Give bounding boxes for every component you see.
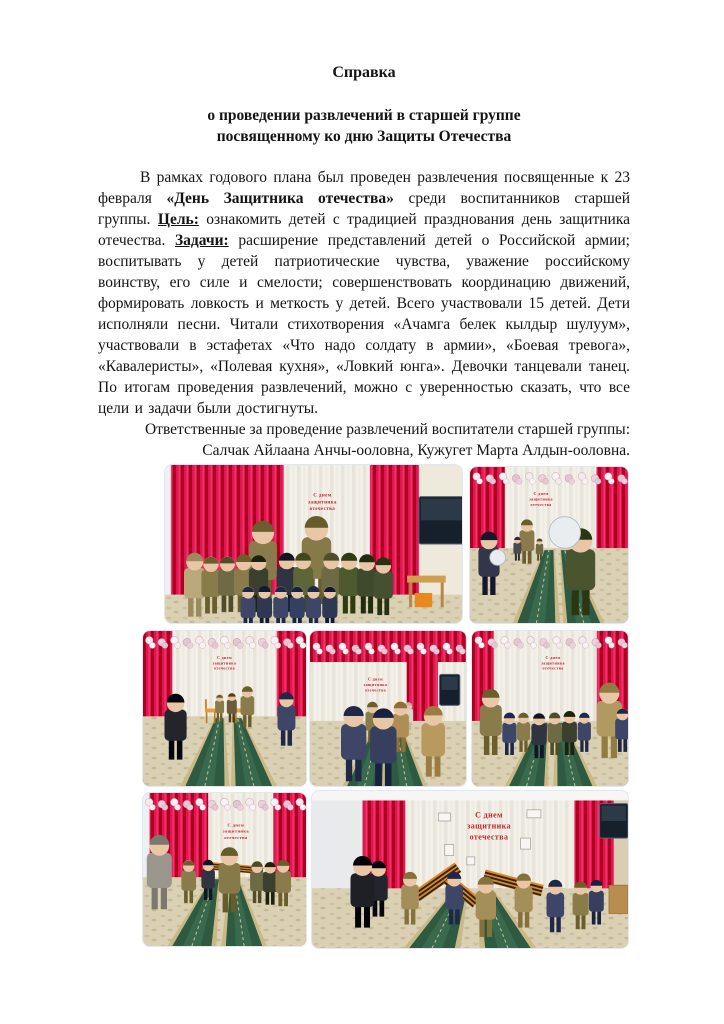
svg-text:защитника: защитника (212, 660, 237, 666)
photo-6 (143, 793, 306, 946)
svg-text:защитника: защитника (222, 828, 250, 834)
svg-text:отечества: отечества (530, 501, 552, 507)
subtitle-line-2: посвященному ко дню Защиты Отечества (216, 128, 512, 145)
svg-text:защитника: защитника (529, 496, 553, 502)
svg-text:отечества: отечества (213, 665, 236, 671)
svg-text:защитника: защитника (363, 682, 388, 687)
photo-1 (165, 465, 462, 623)
svg-text:отечества: отечества (309, 507, 336, 513)
photo-5 (472, 631, 628, 786)
paragraph-intro: В рамках годового плана был проведен развлечения посвященные к 23 февраля (98, 169, 630, 207)
goal-label: Цель: (157, 211, 199, 228)
svg-text:защитника: защитника (467, 821, 511, 831)
signature-line-1: Ответственные за проведение развлечений воспитатели старшей группы: (144, 421, 630, 438)
document-subtitle (98, 105, 630, 147)
svg-text:отечества: отечества (542, 665, 564, 671)
document-text-block (98, 62, 630, 461)
event-name: «День Защитника отечества» (166, 190, 394, 207)
svg-text:С днем: С днем (216, 654, 233, 660)
svg-text:защитника: защитника (541, 660, 565, 666)
goal-text: ознакомить детей с традицией празднования день защитника отечества. (98, 211, 630, 249)
svg-text:С днем: С днем (367, 676, 384, 682)
report-paragraph (98, 167, 630, 419)
svg-text:защитника: защитника (308, 500, 337, 506)
svg-text:отечества: отечества (364, 687, 387, 693)
signature-line-2: Салчак Айлаана Анчы-ооловна, Кужугет Марта Алдын-ооловна. (202, 442, 630, 459)
tasks-label: Задачи: (174, 232, 229, 249)
svg-text:отечества: отечества (224, 834, 248, 840)
paragraph-continue-1: среди воспитанников старшей группы. (98, 190, 630, 228)
photo-2 (470, 467, 628, 623)
svg-text:С днем: С днем (545, 654, 561, 660)
photo-3 (143, 631, 306, 786)
svg-text:С днем: С днем (227, 822, 245, 828)
svg-text:С днем: С днем (533, 491, 549, 497)
photo-4 (310, 631, 466, 786)
svg-text:С днем: С днем (475, 810, 503, 820)
svg-text:отечества: отечества (469, 832, 509, 842)
tasks-text: расширение представлений детей о Российской армии; воспитывать у детей патриотические чувства, уважение российскому воинству, его силе и смелости; совершенствовать координацию движений, формировать ловкость и меткость у детей. Всего участвовали 15 детей. Дети исполняли песни. Читали стихотворения «Ачамга белек кылдыр шулуум», участвовали в эстафетах «Что надо солдату в армии», «Боевая тревога», «Кавалеристы», «Полевая кухня», «Ловкий юнга». Девочки танцевали танец. По итогам проведения развлечений, можно с уверенностью сказать, что все цели и задачи были достигнуты. (98, 232, 630, 417)
document-title: Справка (332, 64, 396, 81)
subtitle-line-1: о проведении развлечений в старшей группе (207, 107, 521, 124)
photo-7 (312, 791, 628, 948)
signature-block (98, 419, 630, 461)
svg-text:С днем: С днем (313, 493, 332, 499)
